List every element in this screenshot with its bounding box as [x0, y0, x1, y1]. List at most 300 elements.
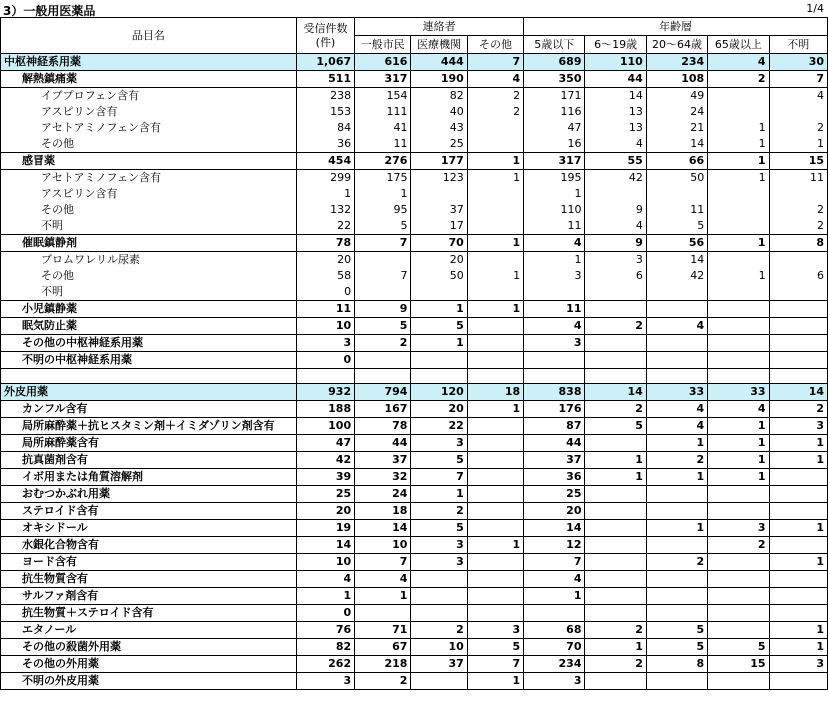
value-cell: 2 — [769, 120, 827, 136]
value-cell: 2 — [646, 554, 707, 571]
value-cell: 37 — [411, 202, 467, 218]
value-cell: 1 — [411, 486, 467, 503]
value-cell — [467, 605, 523, 622]
value-cell: 1 — [708, 235, 769, 252]
value-cell: 12 — [524, 537, 585, 554]
value-cell: 14 — [296, 537, 354, 554]
value-cell: 14 — [646, 252, 707, 269]
value-cell — [769, 673, 827, 690]
value-cell: 39 — [296, 469, 354, 486]
value-cell: 10 — [355, 537, 411, 554]
value-cell: 1 — [769, 452, 827, 469]
table-row — [1, 202, 828, 218]
product-name: サルファ剤含有 — [1, 588, 297, 605]
col-header: 65歳以上 — [708, 36, 769, 54]
value-cell: 71 — [355, 622, 411, 639]
value-cell: 44 — [585, 71, 646, 88]
value-cell: 1 — [355, 186, 411, 202]
value-cell: 3 — [411, 537, 467, 554]
value-cell: 6 — [585, 268, 646, 284]
value-cell: 1 — [411, 301, 467, 318]
value-cell: 2 — [355, 673, 411, 690]
table-row — [1, 673, 828, 690]
table-row — [1, 153, 828, 170]
value-cell: 0 — [296, 605, 354, 622]
product-name: 抗生物質＋ステロイド含有 — [1, 605, 297, 622]
table-row — [1, 54, 828, 71]
col-header: 不明 — [769, 36, 827, 54]
value-cell: 5 — [585, 418, 646, 435]
value-cell: 9 — [585, 202, 646, 218]
value-cell — [646, 571, 707, 588]
value-cell: 3 — [708, 520, 769, 537]
value-cell: 3 — [296, 673, 354, 690]
value-cell: 14 — [585, 384, 646, 401]
value-cell — [467, 252, 523, 269]
value-cell — [467, 120, 523, 136]
value-cell — [769, 352, 827, 369]
contact-group-header: 連絡者 — [355, 18, 524, 36]
value-cell — [708, 88, 769, 105]
value-cell: 22 — [296, 218, 354, 235]
value-cell: 37 — [411, 656, 467, 673]
value-cell: 1 — [769, 435, 827, 452]
value-cell: 2 — [411, 503, 467, 520]
value-cell: 47 — [296, 435, 354, 452]
value-cell: 3 — [467, 622, 523, 639]
value-cell: 154 — [355, 88, 411, 105]
value-cell: 24 — [646, 104, 707, 120]
table-row — [1, 186, 828, 202]
value-cell: 14 — [646, 136, 707, 153]
value-cell — [708, 369, 769, 384]
value-cell: 2 — [467, 104, 523, 120]
age-group-header: 年齢層 — [524, 18, 828, 36]
value-cell: 317 — [355, 71, 411, 88]
value-cell: 238 — [296, 88, 354, 105]
product-name: カンフル含有 — [1, 401, 297, 418]
value-cell: 44 — [355, 435, 411, 452]
table-row — [1, 384, 828, 401]
value-cell: 234 — [646, 54, 707, 71]
product-name: その他 — [1, 202, 297, 218]
value-cell: 14 — [524, 520, 585, 537]
product-name: 解熱鎮痛薬 — [1, 71, 297, 88]
value-cell: 20 — [296, 252, 354, 269]
table-row — [1, 503, 828, 520]
product-name: おむつかぶれ用薬 — [1, 486, 297, 503]
table-row — [1, 469, 828, 486]
product-name: イボ用または角質溶解剤 — [1, 469, 297, 486]
value-cell: 4 — [524, 318, 585, 335]
value-cell — [411, 571, 467, 588]
value-cell — [585, 186, 646, 202]
value-cell: 43 — [411, 120, 467, 136]
value-cell: 19 — [296, 520, 354, 537]
product-name: 水銀化合物含有 — [1, 537, 297, 554]
value-cell — [585, 605, 646, 622]
product-name: 抗生物質含有 — [1, 571, 297, 588]
value-cell — [467, 571, 523, 588]
value-cell — [769, 605, 827, 622]
value-cell: 932 — [296, 384, 354, 401]
value-cell: 299 — [296, 170, 354, 187]
value-cell — [355, 284, 411, 301]
table-row — [1, 588, 828, 605]
product-name: アセトアミノフェン含有 — [1, 170, 297, 187]
product-name: 局所麻酔薬含有 — [1, 435, 297, 452]
col-header: 一般市民 — [355, 36, 411, 54]
value-cell: 25 — [524, 486, 585, 503]
value-cell: 276 — [355, 153, 411, 170]
value-cell: 18 — [467, 384, 523, 401]
value-cell: 1 — [524, 186, 585, 202]
value-cell — [646, 352, 707, 369]
value-cell — [708, 352, 769, 369]
value-cell — [524, 284, 585, 301]
product-header: 品目名 — [1, 18, 297, 54]
value-cell — [585, 284, 646, 301]
value-cell: 838 — [524, 384, 585, 401]
value-cell: 5 — [646, 639, 707, 656]
value-cell — [708, 503, 769, 520]
value-cell — [524, 352, 585, 369]
value-cell — [769, 503, 827, 520]
value-cell — [411, 186, 467, 202]
value-cell: 66 — [646, 153, 707, 170]
value-cell — [585, 571, 646, 588]
value-cell: 37 — [524, 452, 585, 469]
value-cell: 20 — [296, 503, 354, 520]
value-cell — [708, 486, 769, 503]
value-cell — [411, 605, 467, 622]
product-name: イブプロフェン含有 — [1, 88, 297, 105]
table-row — [1, 401, 828, 418]
col-header: 医療機関 — [411, 36, 467, 54]
value-cell — [467, 202, 523, 218]
value-cell: 7 — [467, 656, 523, 673]
value-cell: 2 — [646, 452, 707, 469]
value-cell — [708, 622, 769, 639]
value-cell: 4 — [708, 54, 769, 71]
value-cell — [411, 673, 467, 690]
value-cell: 2 — [585, 622, 646, 639]
value-cell — [708, 104, 769, 120]
value-cell — [467, 418, 523, 435]
value-cell: 195 — [524, 170, 585, 187]
value-cell — [769, 369, 827, 384]
value-cell: 87 — [524, 418, 585, 435]
value-cell: 1 — [467, 537, 523, 554]
value-cell — [585, 537, 646, 554]
value-cell: 37 — [355, 452, 411, 469]
value-cell: 1 — [585, 452, 646, 469]
value-cell: 40 — [411, 104, 467, 120]
product-name: エタノール — [1, 622, 297, 639]
value-cell: 76 — [296, 622, 354, 639]
value-cell: 1 — [467, 401, 523, 418]
value-cell: 70 — [524, 639, 585, 656]
table-row — [1, 268, 828, 284]
value-cell — [585, 486, 646, 503]
value-cell: 2 — [769, 401, 827, 418]
product-name: ブロムワレリル尿素 — [1, 252, 297, 269]
value-cell: 132 — [296, 202, 354, 218]
value-cell: 15 — [708, 656, 769, 673]
value-cell: 4 — [646, 401, 707, 418]
value-cell: 1 — [708, 120, 769, 136]
value-cell: 5 — [411, 452, 467, 469]
value-cell: 689 — [524, 54, 585, 71]
value-cell: 262 — [296, 656, 354, 673]
value-cell: 1 — [708, 153, 769, 170]
value-cell: 1 — [296, 186, 354, 202]
value-cell: 1 — [467, 301, 523, 318]
value-cell — [467, 318, 523, 335]
value-cell: 5 — [355, 218, 411, 235]
value-cell — [769, 252, 827, 269]
value-cell: 84 — [296, 120, 354, 136]
value-cell — [355, 252, 411, 269]
value-cell — [296, 369, 354, 384]
value-cell — [524, 369, 585, 384]
value-cell: 14 — [585, 88, 646, 105]
value-cell: 78 — [355, 418, 411, 435]
value-cell: 4 — [585, 136, 646, 153]
value-cell: 317 — [524, 153, 585, 170]
value-cell — [646, 186, 707, 202]
table-row — [1, 301, 828, 318]
value-cell: 2 — [708, 71, 769, 88]
value-cell: 1 — [769, 520, 827, 537]
product-name: 不明の外皮用薬 — [1, 673, 297, 690]
value-cell: 7 — [355, 235, 411, 252]
table-row — [1, 486, 828, 503]
value-cell: 4 — [355, 571, 411, 588]
value-cell: 108 — [646, 71, 707, 88]
value-cell — [467, 186, 523, 202]
value-cell: 6 — [769, 268, 827, 284]
value-cell: 11 — [646, 202, 707, 218]
product-name: 小児鎮静薬 — [1, 301, 297, 318]
value-cell: 2 — [708, 537, 769, 554]
value-cell — [411, 284, 467, 301]
value-cell: 1 — [467, 235, 523, 252]
value-cell: 7 — [524, 554, 585, 571]
value-cell: 3 — [411, 435, 467, 452]
value-cell: 82 — [296, 639, 354, 656]
value-cell: 47 — [524, 120, 585, 136]
value-cell: 4 — [585, 218, 646, 235]
value-cell: 110 — [524, 202, 585, 218]
value-cell — [585, 503, 646, 520]
value-cell — [467, 352, 523, 369]
table-row — [1, 605, 828, 622]
value-cell — [467, 486, 523, 503]
value-cell: 5 — [708, 639, 769, 656]
value-cell — [467, 284, 523, 301]
value-cell: 20 — [411, 401, 467, 418]
value-cell: 11 — [524, 218, 585, 235]
value-cell: 1 — [585, 639, 646, 656]
value-cell: 2 — [411, 622, 467, 639]
table-row — [1, 554, 828, 571]
value-cell: 1 — [708, 435, 769, 452]
value-cell: 25 — [296, 486, 354, 503]
value-cell: 70 — [411, 235, 467, 252]
value-cell — [411, 588, 467, 605]
value-cell: 123 — [411, 170, 467, 187]
value-cell: 1 — [708, 170, 769, 187]
value-cell — [769, 318, 827, 335]
value-cell — [769, 486, 827, 503]
value-cell: 22 — [411, 418, 467, 435]
table-row — [1, 284, 828, 301]
value-cell — [769, 571, 827, 588]
value-cell — [708, 252, 769, 269]
table-row — [1, 235, 828, 252]
value-cell: 4 — [524, 235, 585, 252]
value-cell: 0 — [296, 284, 354, 301]
value-cell: 11 — [524, 301, 585, 318]
value-cell — [467, 335, 523, 352]
value-cell: 5 — [411, 520, 467, 537]
value-cell: 25 — [411, 136, 467, 153]
value-cell: 95 — [355, 202, 411, 218]
value-cell — [708, 588, 769, 605]
value-cell: 2 — [467, 88, 523, 105]
value-cell: 7 — [467, 54, 523, 71]
page-title: 3）一般用医薬品 — [3, 4, 96, 18]
value-cell: 2 — [355, 335, 411, 352]
value-cell — [585, 335, 646, 352]
product-name: その他の殺菌外用薬 — [1, 639, 297, 656]
page-number: 1/4 — [806, 2, 824, 15]
value-cell: 9 — [585, 235, 646, 252]
table-row — [1, 452, 828, 469]
value-cell: 444 — [411, 54, 467, 71]
value-cell — [769, 469, 827, 486]
value-cell — [646, 673, 707, 690]
value-cell: 13 — [585, 104, 646, 120]
value-cell: 1 — [355, 588, 411, 605]
value-cell: 4 — [708, 401, 769, 418]
product-name: 催眠鎮静剤 — [1, 235, 297, 252]
value-cell: 5 — [467, 639, 523, 656]
value-cell — [646, 301, 707, 318]
product-name: 不明 — [1, 218, 297, 235]
table-row — [1, 104, 828, 120]
value-cell — [467, 369, 523, 384]
value-cell: 1 — [708, 469, 769, 486]
col-header: 6～19歳 — [585, 36, 646, 54]
value-cell: 3 — [524, 335, 585, 352]
value-cell — [646, 503, 707, 520]
value-cell: 13 — [585, 120, 646, 136]
value-cell — [646, 605, 707, 622]
value-cell — [708, 605, 769, 622]
value-cell — [769, 301, 827, 318]
value-cell — [708, 673, 769, 690]
value-cell — [467, 588, 523, 605]
value-cell — [585, 673, 646, 690]
value-cell — [585, 352, 646, 369]
value-cell: 8 — [646, 656, 707, 673]
value-cell — [411, 352, 467, 369]
table-row — [1, 571, 828, 588]
value-cell: 1 — [708, 136, 769, 153]
value-cell: 7 — [355, 268, 411, 284]
table-row — [1, 435, 828, 452]
value-cell: 1 — [524, 588, 585, 605]
value-cell: 17 — [411, 218, 467, 235]
value-cell: 5 — [646, 218, 707, 235]
value-cell: 68 — [524, 622, 585, 639]
value-cell — [769, 104, 827, 120]
table-row — [1, 639, 828, 656]
value-cell: 3 — [411, 554, 467, 571]
value-cell: 33 — [708, 384, 769, 401]
value-cell: 36 — [524, 469, 585, 486]
value-cell — [467, 435, 523, 452]
value-cell — [585, 588, 646, 605]
value-cell: 454 — [296, 153, 354, 170]
value-cell: 1 — [585, 469, 646, 486]
value-cell — [467, 218, 523, 235]
value-cell: 1 — [769, 639, 827, 656]
value-cell: 4 — [467, 71, 523, 88]
value-cell: 1 — [769, 554, 827, 571]
value-cell: 100 — [296, 418, 354, 435]
col-header: 20～64歳 — [646, 36, 707, 54]
product-name: 抗真菌剤含有 — [1, 452, 297, 469]
value-cell: 1 — [708, 418, 769, 435]
table-row — [1, 71, 828, 88]
value-cell: 511 — [296, 71, 354, 88]
table-row — [1, 120, 828, 136]
value-cell: 4 — [769, 88, 827, 105]
value-cell: 2 — [585, 656, 646, 673]
value-cell: 0 — [296, 352, 354, 369]
value-cell — [467, 452, 523, 469]
value-cell — [769, 588, 827, 605]
value-cell: 7 — [411, 469, 467, 486]
value-cell: 44 — [524, 435, 585, 452]
product-name: ステロイド含有 — [1, 503, 297, 520]
value-cell: 55 — [585, 153, 646, 170]
value-cell — [524, 605, 585, 622]
value-cell: 33 — [646, 384, 707, 401]
value-cell: 10 — [296, 318, 354, 335]
product-name: アスピリン含有 — [1, 104, 297, 120]
value-cell — [646, 284, 707, 301]
value-cell — [467, 520, 523, 537]
table-row — [1, 622, 828, 639]
table-row — [1, 520, 828, 537]
table-row — [1, 656, 828, 673]
value-cell: 171 — [524, 88, 585, 105]
product-name: その他の外用薬 — [1, 656, 297, 673]
value-cell — [646, 588, 707, 605]
value-cell: 9 — [355, 301, 411, 318]
value-cell: 1 — [708, 268, 769, 284]
value-cell: 30 — [769, 54, 827, 71]
value-cell: 190 — [411, 71, 467, 88]
product-name: 外皮用薬 — [1, 384, 297, 401]
value-cell: 234 — [524, 656, 585, 673]
value-cell: 1 — [296, 588, 354, 605]
value-cell: 1 — [524, 252, 585, 269]
